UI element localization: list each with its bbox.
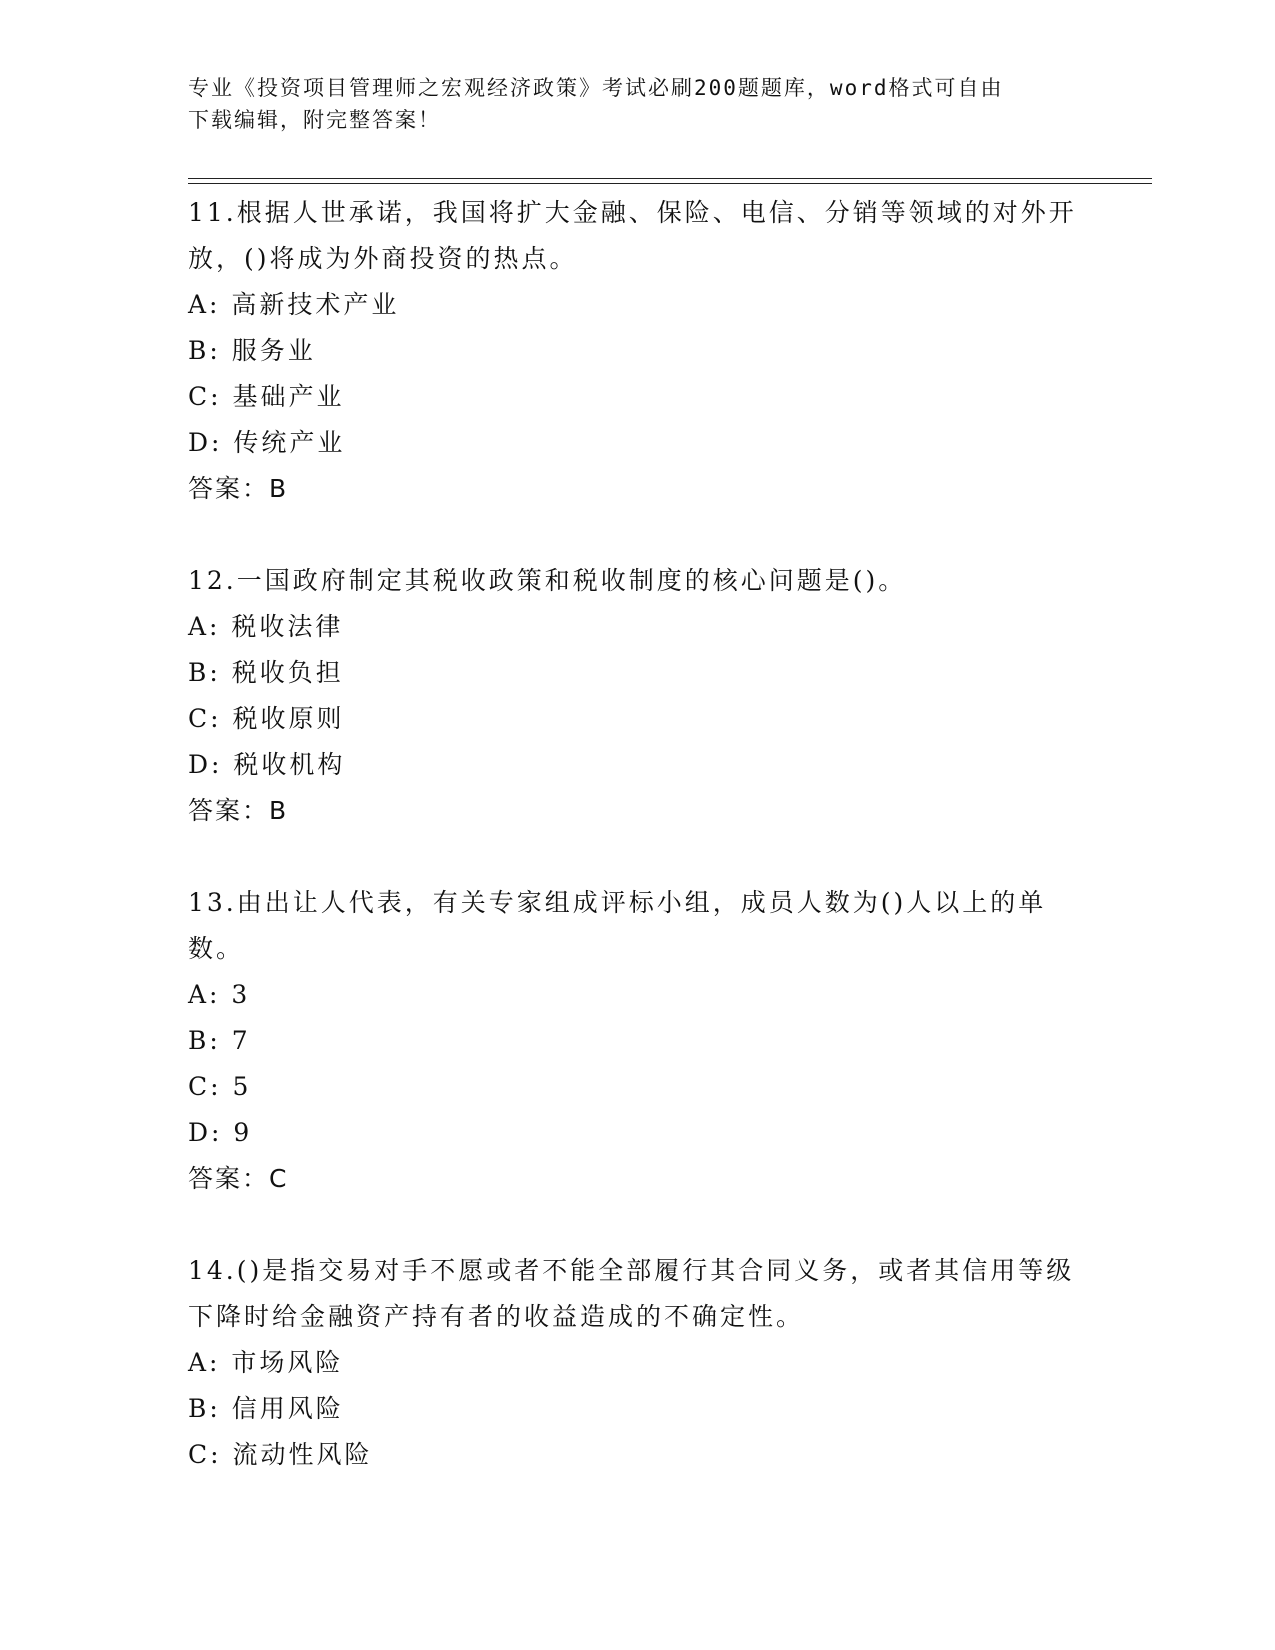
option-d: D: 9 bbox=[188, 1118, 253, 1147]
header-line-2: 下载编辑，附完整答案！ bbox=[188, 108, 441, 132]
document-header bbox=[188, 72, 1068, 136]
option-b: B: 税收负担 bbox=[188, 658, 344, 687]
header-divider-top bbox=[188, 178, 1152, 179]
question-12 bbox=[188, 558, 1088, 834]
header-line-1: 专业《投资项目管理师之宏观经济政策》考试必刷200题题库，word格式可自由 bbox=[188, 76, 1004, 100]
question-13 bbox=[188, 880, 1088, 1202]
question-text: 14.()是指交易对手不愿或者不能全部履行其合同义务，或者其信用等级下降时给金融资产持有者的收益造成的不确定性。 bbox=[188, 1256, 1075, 1331]
question-text: 13.由出让人代表，有关专家组成评标小组，成员人数为()人以上的单数。 bbox=[188, 888, 1047, 963]
answer: 答案：C bbox=[188, 1164, 289, 1193]
question-14 bbox=[188, 1248, 1088, 1478]
option-a: A: 3 bbox=[188, 980, 251, 1009]
option-d: D: 税收机构 bbox=[188, 750, 346, 779]
option-a: A: 税收法律 bbox=[188, 612, 344, 641]
answer: 答案：B bbox=[188, 474, 289, 503]
question-text: 11.根据人世承诺，我国将扩大金融、保险、电信、分销等领域的对外开放，()将成为外商投资的热点。 bbox=[188, 198, 1077, 273]
question-list bbox=[188, 190, 1088, 1478]
answer: 答案：B bbox=[188, 796, 289, 825]
question-11 bbox=[188, 190, 1088, 512]
option-c: C: 基础产业 bbox=[188, 382, 345, 411]
header-divider-bottom bbox=[188, 183, 1152, 184]
question-text: 12.一国政府制定其税收政策和税收制度的核心问题是()。 bbox=[188, 566, 907, 595]
option-b: B: 信用风险 bbox=[188, 1394, 344, 1423]
option-a: A: 高新技术产业 bbox=[188, 290, 400, 319]
option-c: C: 5 bbox=[188, 1072, 252, 1101]
option-d: D: 传统产业 bbox=[188, 428, 346, 457]
option-c: C: 流动性风险 bbox=[188, 1440, 373, 1469]
option-a: A: 市场风险 bbox=[188, 1348, 344, 1377]
option-c: C: 税收原则 bbox=[188, 704, 345, 733]
option-b: B: 服务业 bbox=[188, 336, 316, 365]
option-b: B: 7 bbox=[188, 1026, 251, 1055]
